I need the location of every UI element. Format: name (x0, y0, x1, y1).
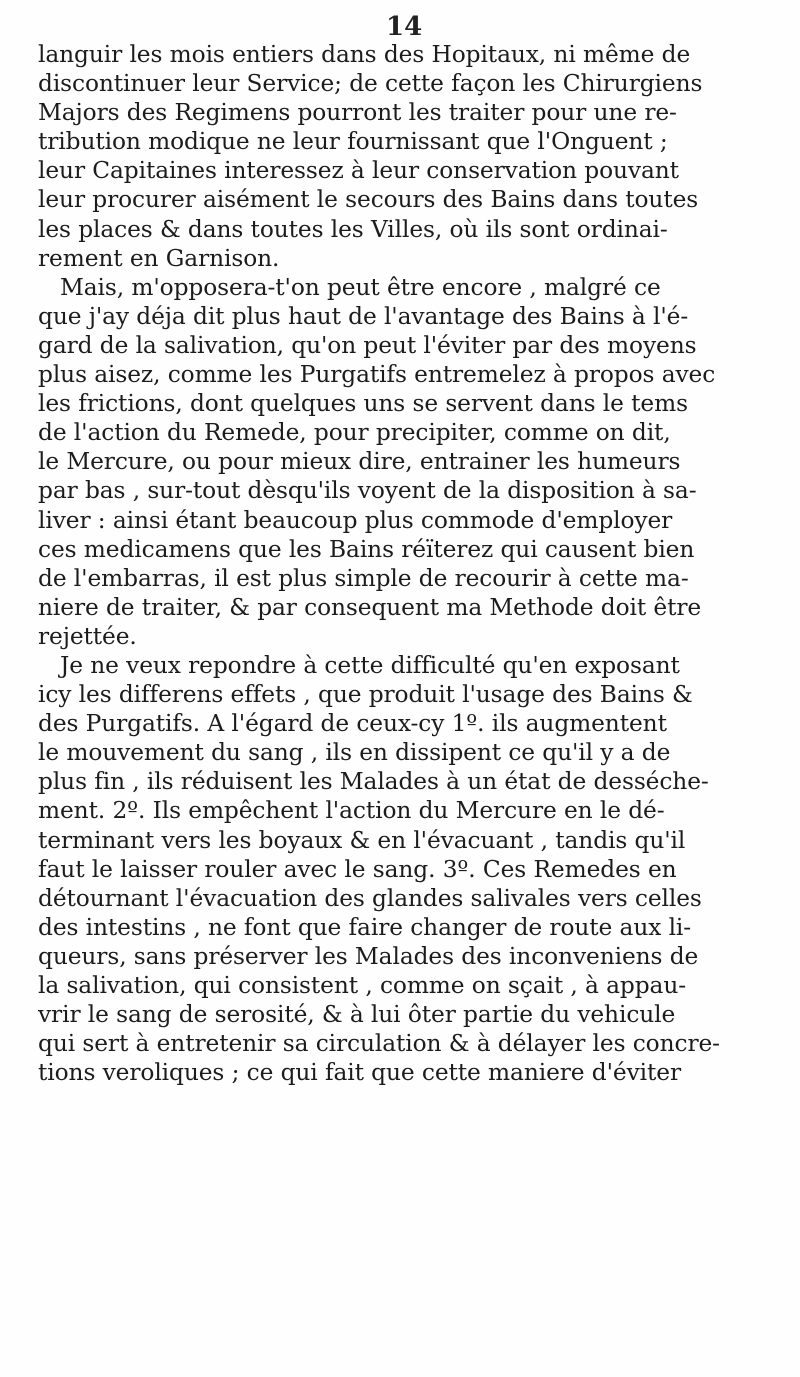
text-line: discontinuer leur Service; de cette façon les Chirurgiens (38, 70, 703, 98)
text-line: que j'ay déja dit plus haut de l'avantage des Bains à l'é- (38, 302, 689, 330)
text-line: plus fin , ils réduisent les Malades à un état de desséche- (38, 768, 709, 796)
text-line: leur procurer aisément le secours des Bains dans toutes (38, 186, 699, 214)
text-line: faut le laisser rouler avec le sang. 3º. Ces Remedes en (38, 855, 677, 883)
paragraph-start-line: Je ne veux repondre à cette difficulté qu'en exposant (60, 651, 680, 679)
text-line: qui sert à entretenir sa circulation & à délayer les concre- (38, 1030, 720, 1058)
body-text (38, 40, 766, 1087)
text-line: leur Capitaines interessez à leur conservation pouvant (38, 157, 679, 185)
text-line: tribution modique ne leur fournissant que l'Onguent ; (38, 128, 668, 156)
text-line: de l'action du Remede, pour precipiter, comme on dit, (38, 419, 671, 447)
text-line: le mouvement du sang , ils en dissipent ce qu'il y a de (38, 739, 671, 767)
text-line: languir les mois entiers dans des Hopitaux, ni même de (38, 41, 691, 68)
text-line: icy les differens effets , que produit l'usage des Bains & (38, 681, 693, 709)
text-line: rement en Garnison. (38, 244, 280, 272)
text-line: tions veroliques ; ce qui fait que cette maniere d'éviter (38, 1059, 681, 1087)
text-line: des intestins , ne font que faire changer de route aux li- (38, 913, 692, 941)
page-number: 14 (386, 12, 423, 42)
text-line: des Purgatifs. A l'égard de ceux-cy 1º. ils augmentent (38, 710, 667, 738)
text-line: vrir le sang de serosité, & à lui ôter partie du vehicule (38, 1001, 676, 1029)
text-line: la salivation, qui consistent , comme on sçait , à appau- (38, 972, 687, 999)
text-line: les places & dans toutes les Villes, où ils sont ordinai- (38, 215, 668, 243)
text-line: gard de la salivation, qu'on peut l'éviter par des moyens (38, 331, 697, 359)
text-line: de l'embarras, il est plus simple de recourir à cette ma- (38, 564, 689, 592)
text-line: ment. 2º. Ils empêchent l'action du Mercure en le dé- (38, 797, 665, 825)
text-line: le Mercure, ou pour mieux dire, entrainer les humeurs (38, 448, 681, 476)
text-line: plus aisez, comme les Purgatifs entremelez à propos avec (38, 361, 716, 389)
text-line: détournant l'évacuation des glandes salivales vers celles (38, 884, 702, 912)
text-line: liver : ainsi étant beaucoup plus commode d'employer (38, 506, 673, 534)
text-line: rejettée. (38, 622, 137, 650)
text-line: Majors des Regimens pourront les traiter pour une re- (38, 99, 677, 127)
paragraph-start-line: Mais, m'opposera-t'on peut être encore , malgré ce (60, 273, 661, 301)
text-line: terminant vers les boyaux & en l'évacuant , tandis qu'il (38, 826, 686, 854)
text-line: queurs, sans préserver les Malades des inconveniens de (38, 942, 699, 970)
text-line: les frictions, dont quelques uns se servent dans le tems (38, 390, 688, 418)
text-line: niere de traiter, & par consequent ma Methode doit être (38, 593, 702, 621)
text-line: par bas , sur-tout dèsqu'ils voyent de la disposition à sa- (38, 477, 697, 505)
text-line: ces medicamens que les Bains réïterez qui causent bien (38, 535, 695, 563)
